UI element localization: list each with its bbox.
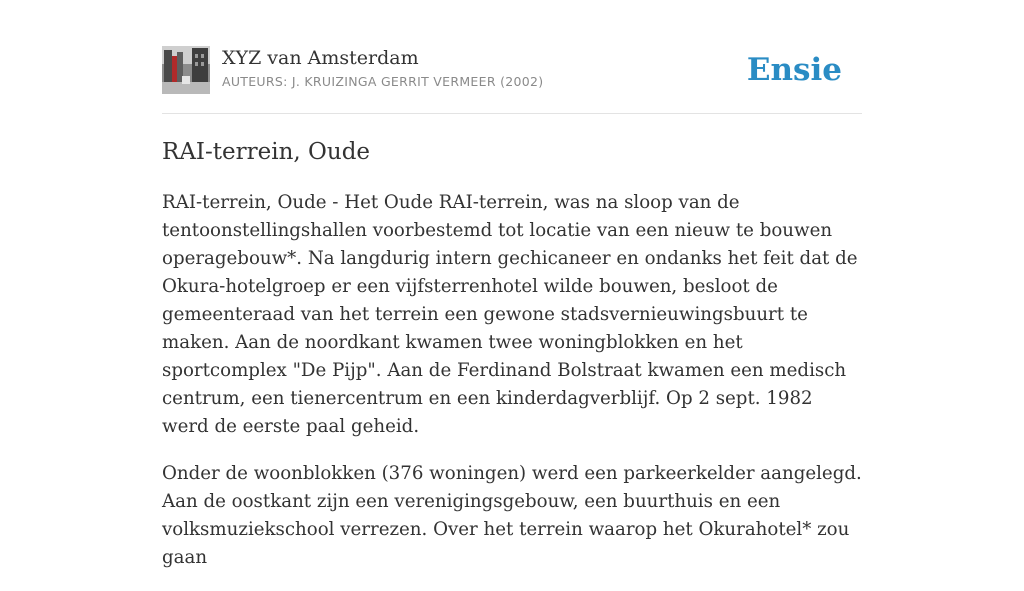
ensie-logo[interactable]: Ensie bbox=[746, 52, 842, 88]
entry-paragraph: RAI-terrein, Oude - Het Oude RAI-terrein, was na sloop van de tentoonstellingshallen voorbestemd tot locatie van een nieuw te bouwen operagebouw*. Na langdurig intern gechicaneer en ondanks het feit dat de Okura-hotelgroep er een vijfsterrenhotel wilde bouwen, besloot de gemeenteraad van het terrein een gewone stadsvernieuwingsbuurt te maken. Aan de noordkant kwamen twee woningblokken en het sportcomplex "De Pijp". Aan de Ferdinand Bolstraat kwamen een medisch centrum, een tienercentrum en een kinderdagverblijf. Op 2 sept. 1982 werd de eerste paal geheid. bbox=[162, 192, 858, 437]
source-header bbox=[162, 46, 862, 96]
header-divider bbox=[162, 113, 862, 114]
entry-body bbox=[162, 189, 864, 591]
entry-paragraph: Onder de woonblokken (376 woningen) werd een parkeerkelder aangelegd. Aan de oostkant zijn een verenigingsgebouw, een buurthuis en een volksmuziekschool verrezen. Over het terrein waarop het Okurahotel* zou gaan bbox=[162, 463, 862, 568]
authors-line: AUTEURS: J. KRUIZINGA GERRIT VERMEER (2002) bbox=[222, 74, 544, 89]
street-photo-icon bbox=[162, 46, 210, 94]
article-page bbox=[162, 0, 862, 568]
book-title[interactable]: XYZ van Amsterdam bbox=[222, 47, 419, 69]
source-avatar[interactable] bbox=[162, 46, 210, 94]
entry-title: RAI-terrein, Oude bbox=[162, 139, 371, 165]
